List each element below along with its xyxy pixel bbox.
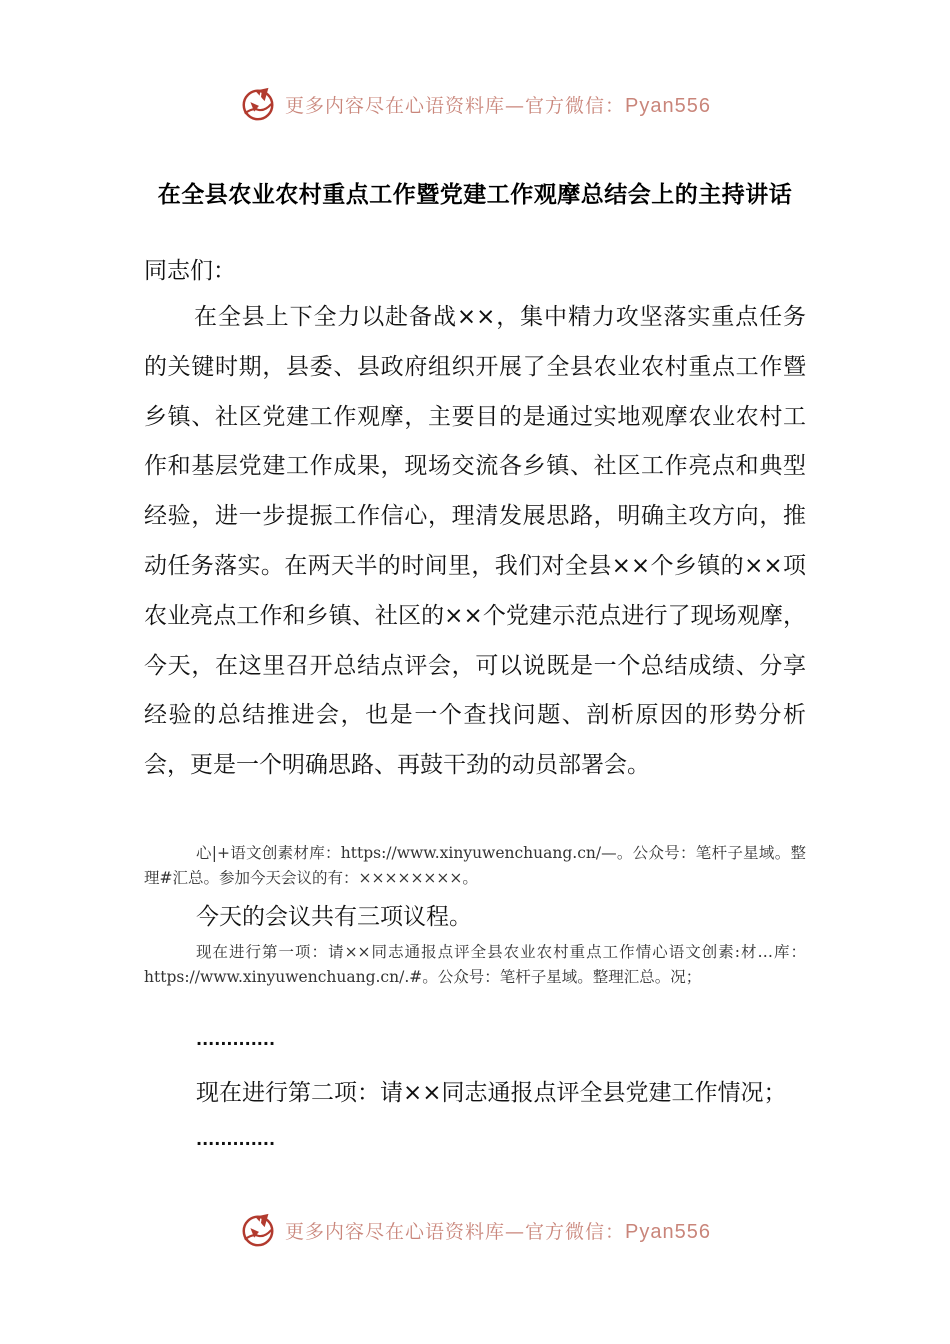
banner-wechat-id: Pyan556 [625,94,711,117]
pen-nib-seal-icon [239,85,277,123]
agenda-item-1: 现在进行第一项：请××同志通报点评全县农业农村重点工作情心语文创素:材…库：https://www.xinyuwenchuang.cn/.#。公众号：笔杆子星域。整理汇总。况； [144,943,806,986]
pen-nib-seal-icon [239,1211,277,1249]
agenda-item-2: 现在进行第二项：请××同志通报点评全县党建工作情况； [196,1080,787,1106]
banner-text-cn: 更多内容尽在心语资料库—官方微信： [285,94,626,117]
banner-text [285,91,711,118]
ellipsis-1: ............. [196,1030,276,1049]
watermark-note-1: 心|+语文创素材库：https://www.xinyuwenchuang.cn/—。公众号：笔杆子星域。整理#汇总。参加今天会议的有：××××××××。 [144,844,806,887]
ellipsis-2: ............. [196,1130,276,1149]
banner-text [285,1217,711,1244]
footer-banner [0,1208,950,1252]
salutation: 同志们： [144,258,236,284]
banner-text-cn: 更多内容尽在心语资料库—官方微信： [285,1220,626,1243]
document-title: 在全县农业农村重点工作暨党建工作观摩总结会上的主持讲话 [157,182,793,208]
agenda-intro: 今天的会议共有三项议程。 [196,904,472,930]
header-banner [0,82,950,126]
opening-paragraph: 在全县上下全力以赴备战××，集中精力攻坚落实重点任务的关键时期，县委、县政府组织开展了全县农业农村重点工作暨乡镇、社区党建工作观摩，主要目的是通过实地观摩农业农村工作和基层党建工作成果，现场交流各乡镇、社区工作亮点和典型经验，进一步提振工作信心，理清发展思路，明确主攻方向，推动任务落实。在两天半的时间里，我们对全县××个乡镇的××项农业亮点工作和乡镇、社区的××个党建示范点进行了现场观摩，今天，在这里召开总结点评会，可以说既是一个总结成绩、分享经验的总结推进会，也是一个查找问题、剖析原因的形势分析会，更是一个明确思路、再鼓干劲的动员部署会。 [144,304,806,779]
banner-wechat-id: Pyan556 [625,1220,711,1243]
